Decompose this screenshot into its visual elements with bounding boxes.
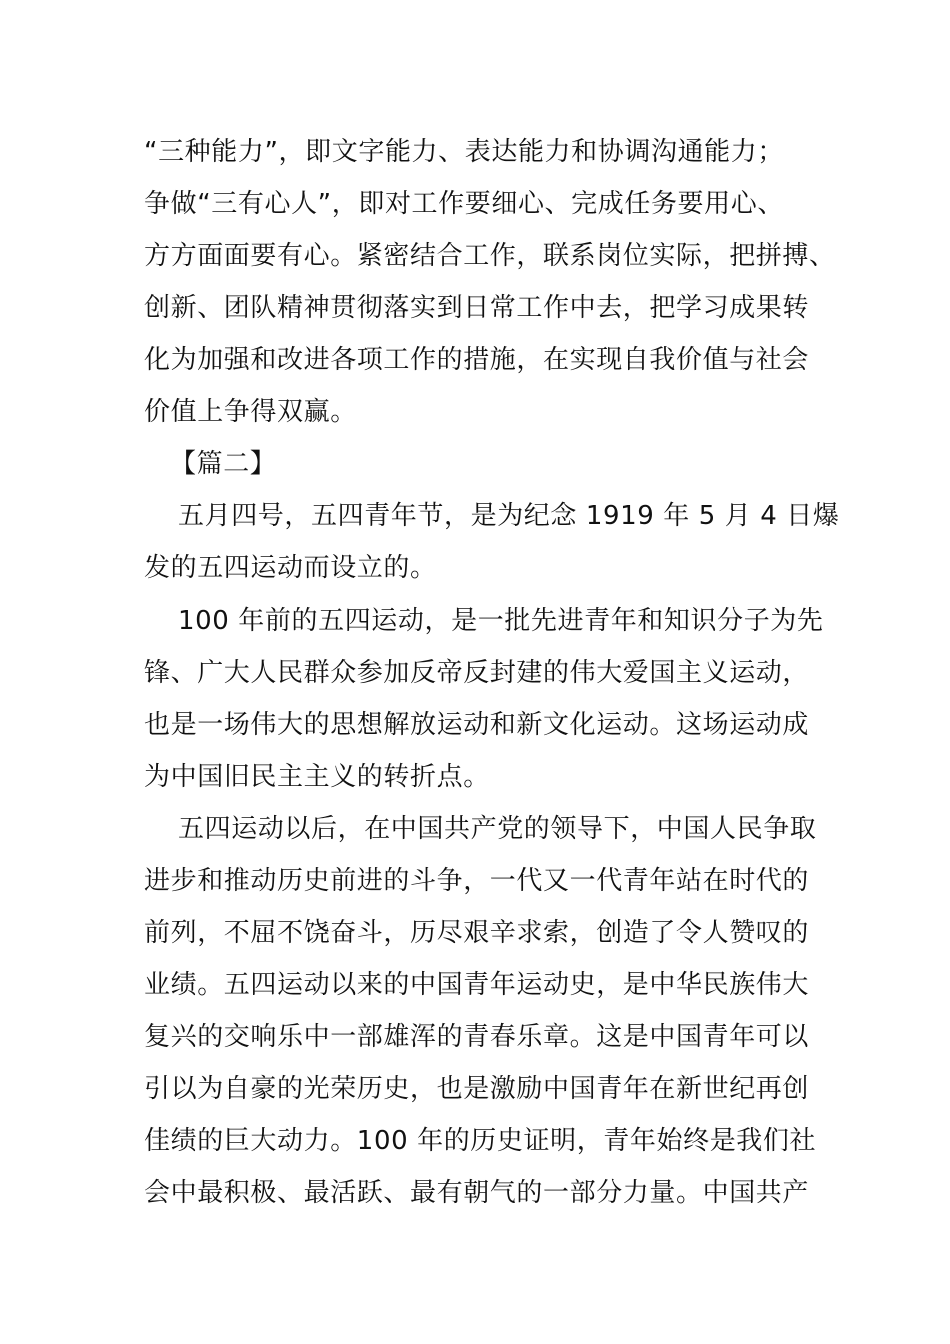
paragraph-line: 佳绩的巨大动力。100 年的历史证明，青年始终是我们社: [144, 1126, 817, 1156]
paragraph-line: 发的五四运动而设立的。: [144, 553, 437, 583]
paragraph-line: 为中国旧民主主义的转折点。: [144, 762, 490, 792]
paragraph-line: 方方面面要有心。紧密结合工作，联系岗位实际，把拼搏、: [144, 241, 836, 271]
paragraph-line: 锋、广大人民群众参加反帝反封建的伟大爱国主义运动，: [144, 658, 810, 688]
paragraph-line: 五四运动以后，在中国共产党的领导下，中国人民争取: [178, 814, 817, 844]
paragraph-line: 会中最积极、最活跃、最有朝气的一部分力量。中国共产: [144, 1178, 810, 1208]
paragraph-line: 价值上争得双赢。: [144, 397, 357, 427]
section-heading: 【篇二】: [170, 449, 277, 479]
paragraph-line: 引以为自豪的光荣历史，也是激励中国青年在新世纪再创: [144, 1074, 810, 1104]
paragraph-line: 创新、团队精神贯彻落实到日常工作中去，把学习成果转: [144, 293, 810, 323]
paragraph-line: 争做“三有心人”，即对工作要细心、完成任务要用心、: [144, 189, 784, 219]
paragraph-line: 进步和推动历史前进的斗争，一代又一代青年站在时代的: [144, 866, 810, 896]
paragraph-line: 100 年前的五四运动，是一批先进青年和知识分子为先: [178, 606, 824, 636]
paragraph-line: 五月四号，五四青年节，是为纪念 1919 年 5 月 4 日爆: [178, 501, 840, 531]
paragraph-line: 化为加强和改进各项工作的措施，在实现自我价值与社会: [144, 345, 810, 375]
paragraph-line: “三种能力”，即文字能力、表达能力和协调沟通能力；: [144, 137, 784, 167]
paragraph-line: 前列，不屈不饶奋斗，历尽艰辛求索，创造了令人赞叹的: [144, 918, 810, 948]
paragraph-line: 业绩。五四运动以来的中国青年运动史，是中华民族伟大: [144, 970, 810, 1000]
paragraph-line: 也是一场伟大的思想解放运动和新文化运动。这场运动成: [144, 710, 810, 740]
paragraph-line: 复兴的交响乐中一部雄浑的青春乐章。这是中国青年可以: [144, 1022, 810, 1052]
